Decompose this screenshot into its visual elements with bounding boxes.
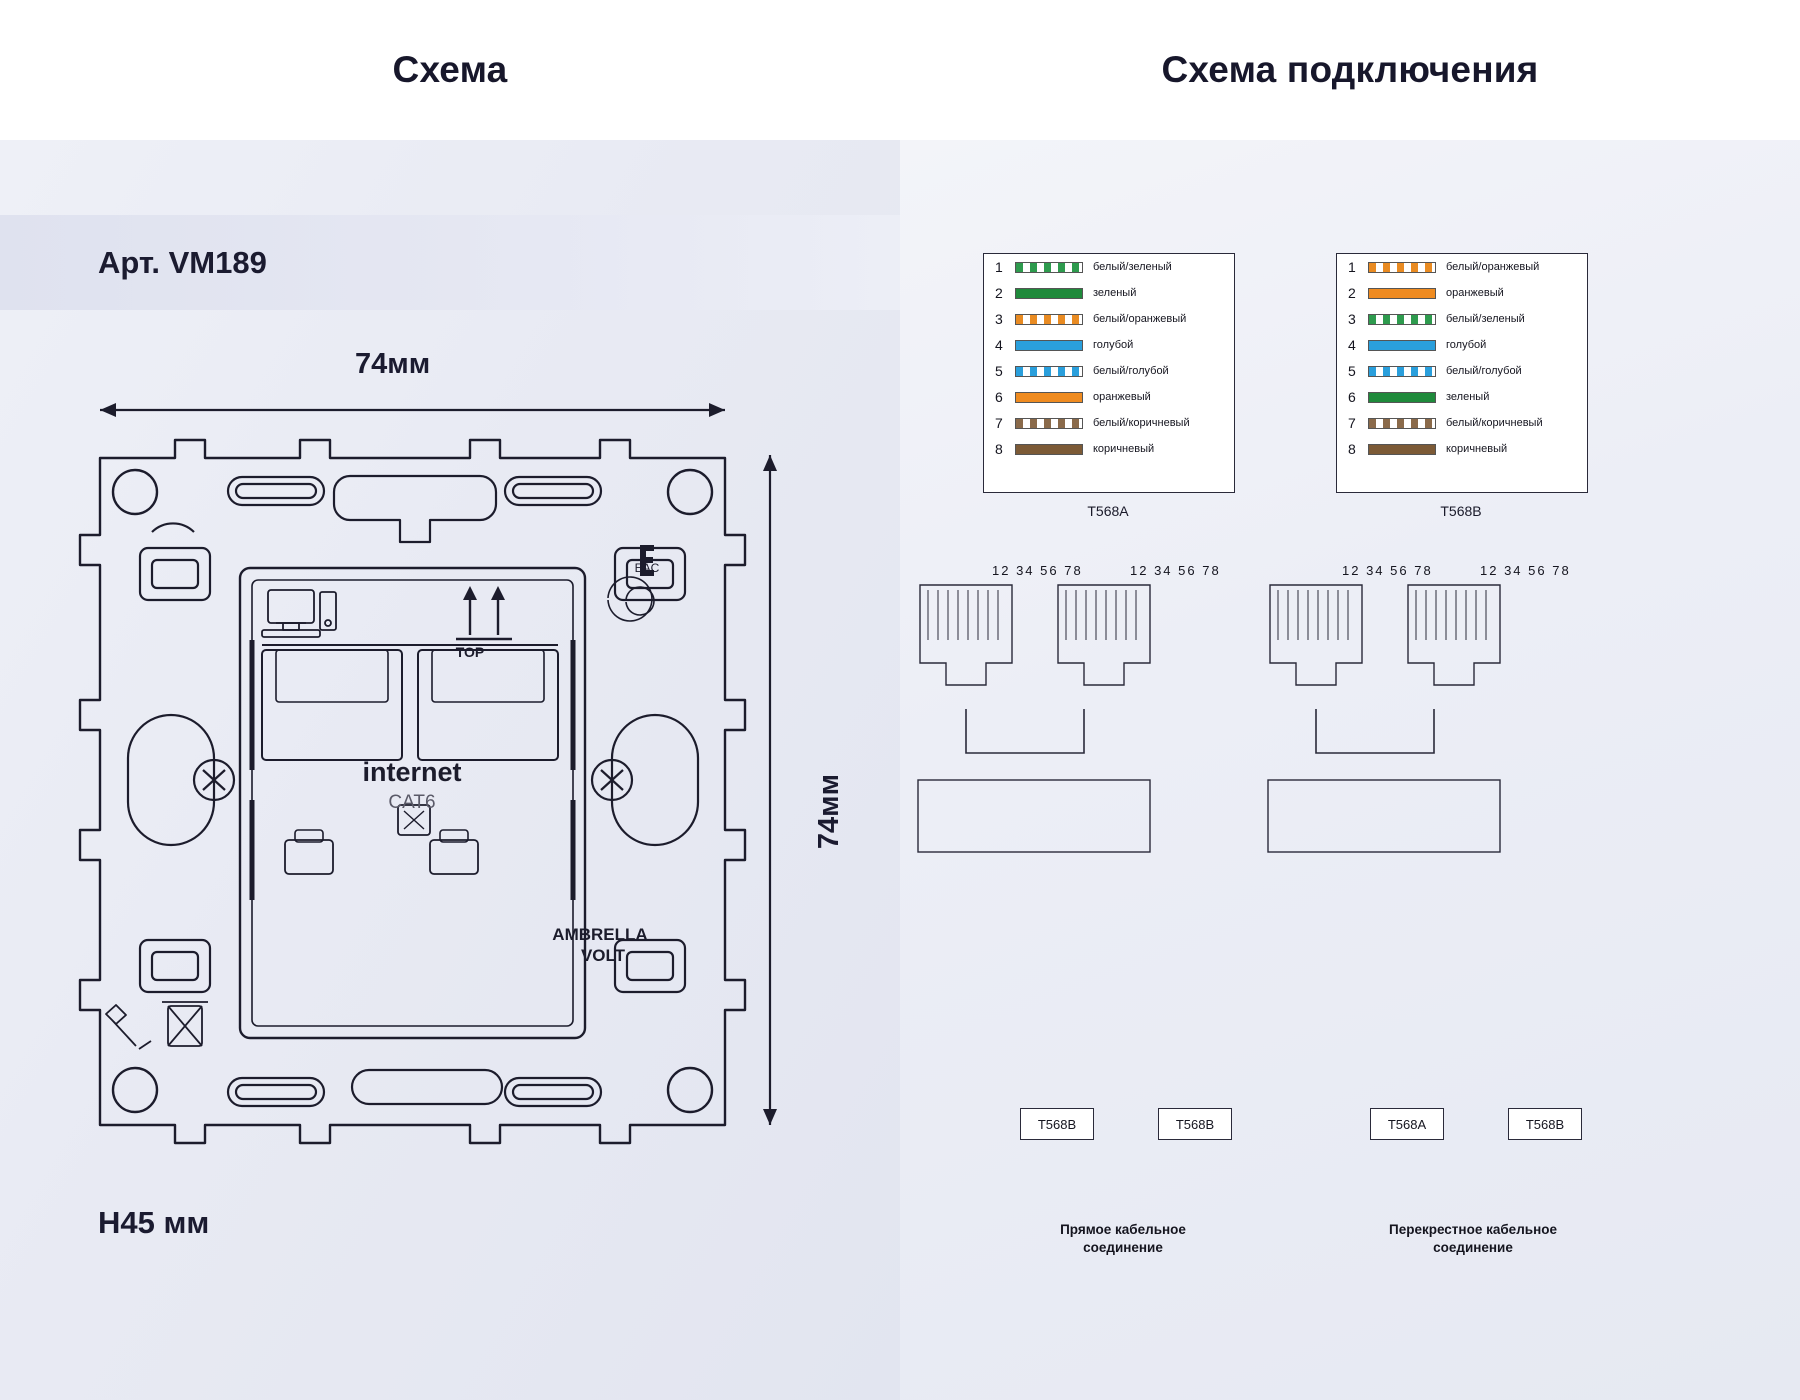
cable-connection-diagrams (900, 140, 1800, 1400)
plug-standard-straight-left: T568B (1020, 1108, 1094, 1140)
depth-note-label: H45 мм (98, 1205, 210, 1240)
device-brand-line1: AMBRELLA (552, 925, 648, 944)
standard-caption-t568b: T568B (1440, 503, 1482, 519)
pin-color-name: белый/оранжевый (1446, 261, 1540, 273)
plug-straight-left (920, 585, 1012, 685)
pin-color-name: белый/зеленый (1446, 313, 1525, 325)
pin-color-name: белый/оранжевый (1093, 313, 1187, 325)
plug-bits-crossover-right: 12 34 56 78 (1480, 563, 1571, 578)
plug-standard-crossover-left: T568A (1370, 1108, 1444, 1140)
plug-bits-straight-left: 12 34 56 78 (992, 563, 1083, 578)
plug-standard-straight-right: T568B (1158, 1108, 1232, 1140)
header-left (0, 0, 900, 140)
height-dimension-label: 74мм (813, 773, 846, 850)
top-arrows-icon (456, 586, 512, 639)
device-top-label: TOP (455, 644, 485, 660)
caption-crossover-line2: соединение (1433, 1240, 1513, 1256)
caption-straight-connection (1013, 1221, 1233, 1257)
pin-number: 2 (1348, 285, 1356, 301)
pin-number: 3 (995, 311, 1003, 327)
pin-number: 8 (995, 441, 1003, 457)
pin-number: 1 (995, 259, 1003, 275)
pin-number: 5 (995, 363, 1003, 379)
caption-straight-line1: Прямое кабельное (1060, 1222, 1186, 1237)
caption-crossover-line1: Перекрестное кабельное (1389, 1222, 1557, 1237)
caption-straight-line2: соединение (1083, 1240, 1163, 1256)
plug-crossover-left (1270, 585, 1362, 685)
pin-number: 5 (1348, 363, 1356, 379)
pin-color-name: белый/коричневый (1446, 417, 1543, 429)
caption-crossover-connection (1363, 1221, 1583, 1257)
pin-color-name: коричневый (1093, 443, 1155, 455)
pin-color-name: зеленый (1093, 287, 1137, 299)
pin-color-name: оранжевый (1093, 391, 1151, 403)
left-panel (0, 140, 900, 1400)
article-label: Арт. VM189 (98, 244, 267, 280)
pin-number: 2 (995, 285, 1003, 301)
device-internet-label: internet (362, 757, 462, 787)
pin-number: 7 (1348, 415, 1356, 431)
pin-number: 4 (1348, 337, 1356, 353)
pin-number: 8 (1348, 441, 1356, 457)
pin-number: 4 (995, 337, 1003, 353)
width-dimension-label: 74мм (355, 348, 431, 380)
header-right (900, 0, 1800, 140)
pin-color-name: голубой (1093, 339, 1134, 351)
pin-number: 7 (995, 415, 1003, 431)
header-row (0, 0, 1800, 140)
pin-number: 1 (1348, 259, 1356, 275)
device-technical-drawing (0, 140, 900, 1400)
device-brand-line2: VOLT (580, 946, 626, 965)
pin-number: 6 (1348, 389, 1356, 405)
pin-number: 3 (1348, 311, 1356, 327)
pin-color-name: зеленый (1446, 391, 1490, 403)
pin-color-name: голубой (1446, 339, 1487, 351)
computer-icon (262, 590, 336, 637)
pin-color-name: белый/коричневый (1093, 417, 1190, 429)
pin-color-name: белый/голубой (1093, 365, 1169, 377)
pin-number: 6 (995, 389, 1003, 405)
plug-bits-straight-right: 12 34 56 78 (1130, 563, 1221, 578)
page-title-left: Схема (392, 49, 508, 90)
standard-caption-t568a: T568A (1087, 503, 1129, 519)
device-eac-mark: EAC (634, 561, 660, 575)
disposal-icons (106, 1002, 208, 1049)
pin-color-name: оранжевый (1446, 287, 1504, 299)
plug-standard-crossover-right: T568B (1508, 1108, 1582, 1140)
pin-color-name: белый/зеленый (1093, 261, 1172, 273)
plug-straight-right (1058, 585, 1150, 685)
pin-color-name: коричневый (1446, 443, 1508, 455)
plug-crossover-right (1408, 585, 1500, 685)
plug-bits-crossover-left: 12 34 56 78 (1342, 563, 1433, 578)
page-title-right: Схема подключения (1161, 49, 1539, 90)
device-cat-label: CAT6 (388, 792, 436, 813)
pin-color-name: белый/голубой (1446, 365, 1522, 377)
